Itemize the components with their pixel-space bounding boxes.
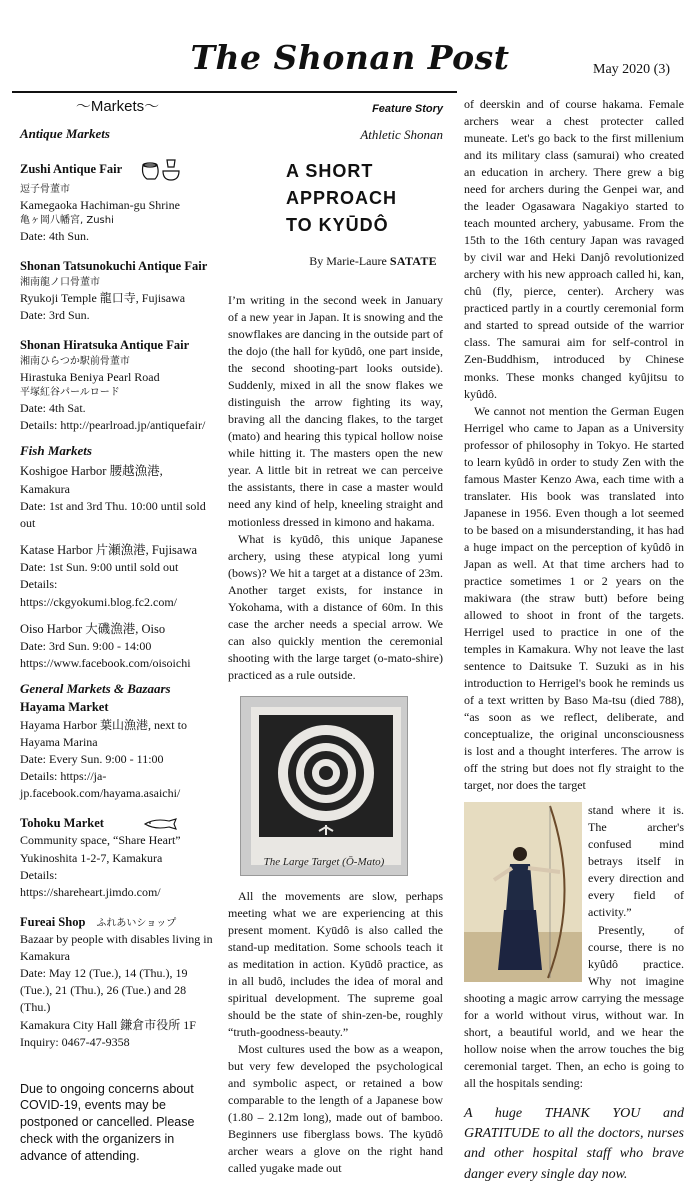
market-link[interactable]: https://ckgyokumi.blog.fc2.com/ [20, 594, 177, 609]
market-link[interactable]: Details: https://ja-jp.facebook.com/hayama.asaichi/ [20, 768, 181, 800]
pottery-icon [139, 157, 183, 183]
market-date: Date: 1st and 3rd Thu. 10:00 until sold out [20, 498, 206, 530]
byline-name: SATATE [389, 254, 437, 269]
market-entry [20, 699, 215, 802]
market-detail: Hayama Harbor 葉山漁港, next to Hayama Marina [20, 717, 187, 749]
fish-icon [143, 818, 183, 830]
category-general: General Markets & Bazaars [20, 681, 171, 697]
market-detail: Kamegaoka Hachiman-gu Shrine [20, 197, 180, 212]
market-name-jp: 湘南龍ノ口骨董市 [20, 276, 100, 288]
byline [228, 253, 437, 270]
photo-wrap [464, 802, 684, 1092]
market-detail: Community space, “Share Heart” [20, 833, 181, 848]
article-paragraph: I’m writing in the second week in January of a new year in Japan. It is snowing and the snowflakes are dancing in the outside part of the dojo (the hall for kyūdô, one part inside, the second shooting-part looks outside). Suddenly, mixed in all the snow flakes we distinguish the arrow fighting its way, braving all the dancing flakes, to the target (mato) and hearing this typical hollow noise while hitting it. The masters open the new year. A little bit in retreat we can perceive the assistants, there in case a master would need any kind of help, kneeling straight and motionless dressed in kimono and hakama. [228, 293, 443, 529]
market-date: Date: May 12 (Tue.), 14 (Thu.), 19 (Tue.), 21 (Thu.), 26 (Tue.) and 28 (Thu.) [20, 966, 188, 1015]
market-name: Katase Harbor 片瀬漁港, Fujisawa [20, 542, 198, 557]
article-paragraph: We cannot not mention the German Eugen Herrigel who came to Japan as a University professor of philosophy in Tokyo. He started to learn kyûdô in order to study Zen with the famous Master Kenzo Awa, each time with a translater. His book was translated into Japanese in 1956. Even though a lot seemed to be based on a misunderstanding, it has had a huge impact on the perception of kyûdô in Japan as well. At that time archers had to practice sometimes 1 or 2 years on the makiwara (the straw butt) before being allowed to shoot in front of the targets. Herrigel used to practice in one of the temples in Kamakura. Why not leave the last sentence to Daitsuke T. Suzuki as in his introduction to Herrigel's book he reminds us of a text written by Baso Ma-tsu (died 788), “as soon as we reflect, deliberate, and conceptualize, the original unconsciousness is lost and a thought interferes. The arrow is off the string but does not fly straight to the target, nor does the target [464, 403, 684, 793]
market-entry [20, 258, 215, 324]
market-entry [20, 815, 215, 901]
market-detail: 亀ヶ岡八幡宮, Zushi [20, 214, 114, 226]
article-paragraph: What is kyūdô, this unique Japanese archery, using these atypical long yumi (bows)? We hit a target at a distance of 23m. Another target exists, for instance in Yokohama, with a distance of 60m. In this case the archer needs a special arrow. We can also quickly mention the ceremonial shooting with the large target (o-mato-shire) practiced as a rule outside. [228, 531, 443, 682]
category-antique: Antique Markets [20, 126, 110, 142]
header-rule [12, 91, 457, 93]
market-name: Fureai Shop [20, 914, 86, 929]
market-name: Zushi Antique Fair [20, 161, 123, 176]
figure-caption: The Large Target (Ō-Mato) [263, 856, 385, 869]
large-target-figure [240, 696, 408, 876]
market-date: Date: 3rd Sun. [20, 308, 90, 323]
market-detail: Inquiry: 0467-47-9358 [20, 1034, 130, 1049]
article-paragraph: of deerskin and of course hakama. Female archers wear a chest protecter called muneate. Let's go back to the first millenium and its military class (samurai) who created an education in archery. There grew a big need for archers during the Genpei war, and the leader Ogasawara Nagakiyo started to teach mounted archery, yabusame. From the 15th to the 16th century Japan was ravaged by civil war and Heki Danjô revolutionized archery with his new approach called hi, kan, chû (fly, pierce, center). Archery was practiced partly in a courtly ceremonial form and started to spread outside of the warrior class. The samurai aim for self-control in Zen-Buddhism, introduced by Chinese monks. These monks changed kyûjitsu to kyûdô. [464, 97, 684, 401]
markets-column [20, 96, 215, 1165]
market-name-jp: 逗子骨董市 [20, 183, 70, 195]
market-detail: Kamakura [20, 481, 70, 496]
market-name: Tohoku Market [20, 815, 104, 830]
article-headline [286, 158, 443, 239]
market-detail: Ryukoji Temple 龍口寺, Fujisawa [20, 291, 186, 306]
article-paragraph: Presently, of course, there is no kyûdô practice. Why not imagine shooting a magic arrow carrying the message for a world without virus, without war. In short, a beautiful world, and we hear the hollow noise when the arrow touches the big ceremonial target. Then, an echo is going to all the hospitals sending: [464, 922, 684, 1090]
market-name: Oiso Harbor 大磯漁港, Oiso [20, 621, 166, 636]
headline-line: A SHORT [286, 161, 374, 182]
market-link[interactable]: Details: http://pearlroad.jp/antiquefair/ [20, 418, 206, 433]
market-detail: Kamakura City Hall 鎌倉市役所 1F [20, 1017, 196, 1032]
market-name-jp: ふれあいショップ [96, 917, 177, 929]
newspaper-title: The Shonan Post [190, 38, 510, 77]
masthead [0, 0, 700, 92]
market-date: Date: 4th Sat. [20, 401, 86, 416]
market-entry [20, 621, 215, 673]
article-column-right [464, 96, 684, 1185]
market-link[interactable]: https://shareheart.jimdo.com/ [20, 884, 161, 899]
archer-image [464, 802, 582, 982]
market-date: Date: 3rd Sun. 9:00 - 14:00 [20, 639, 152, 654]
issue-date: May 2020 (3) [593, 62, 670, 77]
target-paper [251, 707, 401, 865]
market-date: Date: 4th Sun. [20, 229, 89, 244]
article-paragraph: Most cultures used the bow as a weapon, but very few developed the psychological and symbolic aspect, or retained a bow comparable to the length of a Japanese bow (1.80 – 2.12m long), made out of bamboo. Beginners use fiberglass bows. The kyūdô archer wears a glove on the right hand called yugake made out [228, 1042, 443, 1176]
market-name: Shonan Hiratsuka Antique Fair [20, 338, 190, 353]
byline-prefix: By Marie-Laure [309, 254, 387, 269]
article-paragraph: stand where it is. The archer's confused mind betrays itself in every direction and every field of activity.” [588, 803, 684, 920]
market-name: Koshigoe Harbor 腰越漁港, [20, 463, 163, 478]
archer-photo [464, 802, 582, 982]
market-entry [20, 157, 215, 245]
article-column-middle [228, 96, 443, 1177]
market-name-jp: 湘南ひらつか駅前骨董市 [20, 355, 130, 367]
article-paragraph: All the movements are slow, perhaps meeting what we are experiencing at this present moment. Kyūdô is also called the stand-up meditation. Some schools teach it as meditation in action. Kyūdô practice, as in all budô, includes the idea of moral and spiritual development. The supreme goal should be the state of shin-zen-be, roughly “truth-goodness-beauty.” [228, 888, 443, 1040]
section-label: Athletic Shonan [360, 126, 443, 142]
target-image [251, 707, 401, 847]
feature-label: Feature Story [372, 103, 443, 115]
closing-message: A huge THANK YOU and GRATITUDE to all the doctors, nurses and other hospital staff who brave danger every single day now. [464, 1105, 684, 1182]
market-name: Hayama Market [20, 699, 109, 714]
market-entry [20, 542, 215, 611]
headline-line: APPROACH [286, 188, 398, 209]
market-entry [20, 463, 215, 532]
market-link[interactable]: https://www.facebook.com/oisoichi [20, 656, 191, 671]
market-detail: Details: [20, 867, 58, 882]
market-entry [20, 337, 215, 434]
market-detail: Hirastuka Beniya Pearl Road [20, 370, 160, 385]
market-date: Date: Every Sun. 9:00 - 11:00 [20, 751, 164, 766]
market-entry [20, 914, 215, 1051]
headline-line: TO KYŪDÔ [286, 215, 389, 236]
market-detail: Yukinoshita 1-2-7, Kamakura [20, 850, 163, 865]
category-fish: Fish Markets [20, 443, 92, 459]
market-detail: Details: [20, 577, 58, 592]
market-name: Shonan Tatsunokuchi Antique Fair [20, 259, 208, 274]
market-date: Date: 1st Sun. 9:00 until sold out [20, 560, 179, 575]
market-detail: Bazaar by people with disables living in Kamakura [20, 932, 213, 964]
covid-notice: Due to ongoing concerns about COVID-19, events may be postponed or cancelled. Please check with the organizers in advance of attending. [20, 1081, 195, 1164]
markets-heading: 〜Markets〜 [75, 98, 160, 115]
market-detail: 平塚紅谷パールロード [20, 387, 120, 399]
